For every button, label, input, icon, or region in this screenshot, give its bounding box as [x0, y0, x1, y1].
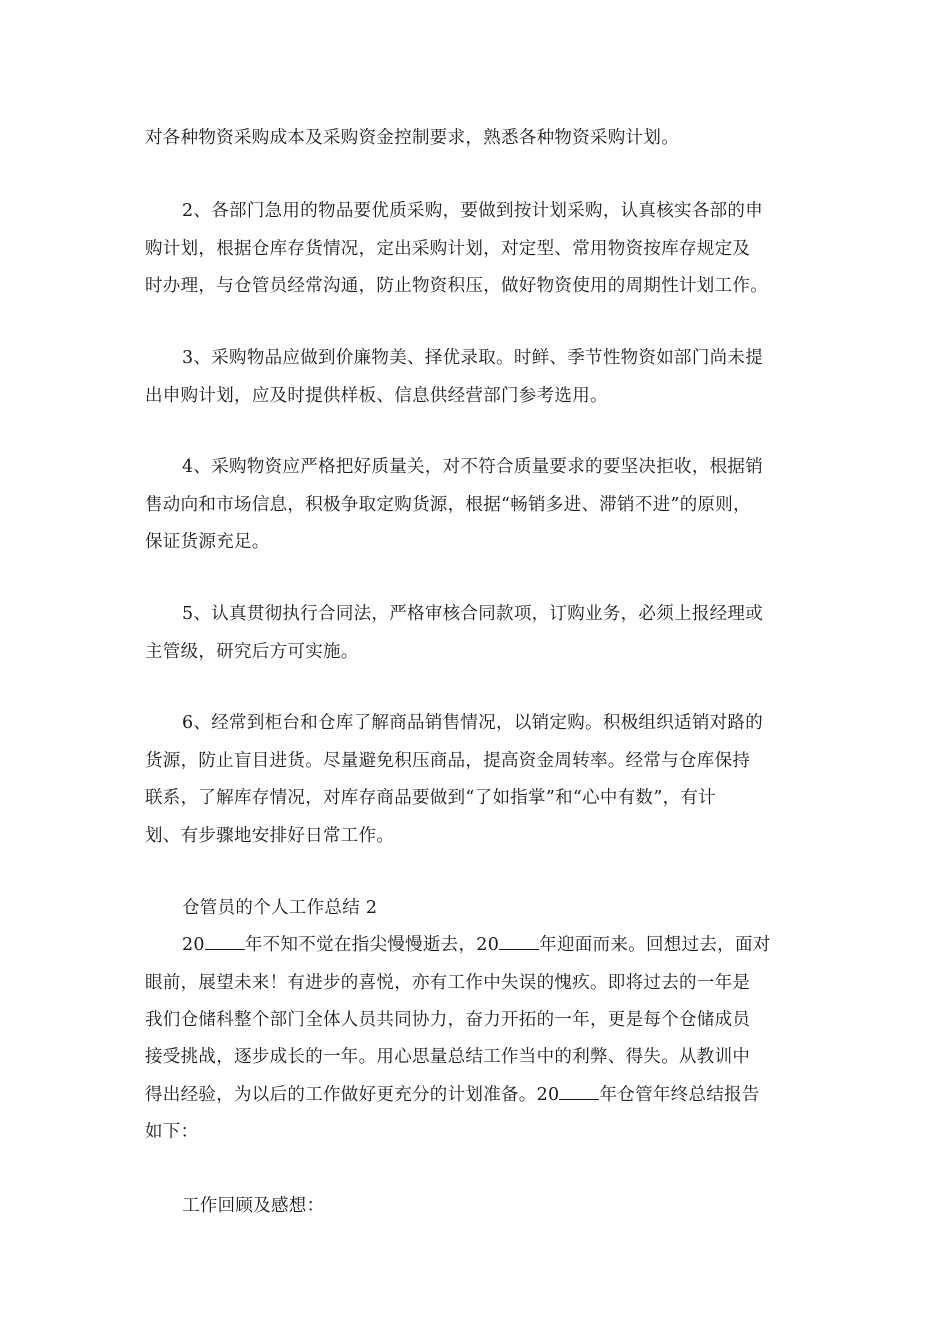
- review-heading: 工作回顾及感想：: [182, 1196, 325, 1216]
- paragraph-line: 6、经常到柜台和仓库了解商品销售情况，以销定购。积极组织适销对路的: [182, 713, 764, 733]
- text-run: 年仓管年终总结报告: [599, 1085, 760, 1105]
- paragraph-line: 主管级，研究后方可实施。: [145, 642, 359, 662]
- section-title: 仓管员的个人工作总结 2: [182, 898, 378, 918]
- paragraph-line: [182, 933, 872, 957]
- paragraph-line: 售动向和市场信息，积极争取定购货源，根据“畅销多进、滞销不进”的原则，: [145, 495, 751, 515]
- paragraph-line: [145, 1083, 835, 1107]
- paragraph-line: 时办理，与仓管员经常沟通，防止物资积压，做好物资使用的周期性计划工作。: [145, 276, 768, 296]
- paragraph-line: 保证货源充足。: [145, 532, 270, 552]
- paragraph-line: 5、认真贯彻执行合同法，严格审核合同款项，订购业务，必须上报经理或: [182, 604, 764, 624]
- paragraph-line: 接受挑战，逐步成长的一年。用心思量总结工作当中的利弊、得失。从教训中: [145, 1047, 751, 1067]
- text-run: 年迎面而来。回想过去，面对: [539, 935, 771, 955]
- paragraph-line: 划、有步骤地安排好日常工作。: [145, 826, 395, 846]
- text-run: 得出经验，为以后的工作做好更充分的计划准备。20: [145, 1085, 560, 1105]
- blank-underline: [499, 933, 539, 950]
- paragraph-line: 购计划，根据仓库存货情况，定出采购计划，对定型、常用物资按库存规定及: [145, 239, 751, 259]
- text-run: 20: [182, 935, 205, 955]
- blank-underline: [205, 933, 245, 950]
- paragraph-line: 3、采购物品应做到价廉物美、择优录取。时鲜、季节性物资如部门尚未提: [182, 348, 764, 368]
- paragraph-line: 4、采购物资应严格把好质量关，对不符合质量要求的要坚决拒收，根据销: [182, 457, 764, 477]
- paragraph-line: 2、各部门急用的物品要优质采购，要做到按计划采购，认真核实各部的申: [182, 201, 764, 221]
- blank-underline: [559, 1083, 599, 1100]
- paragraph-line: 眼前，展望未来！有进步的喜悦，亦有工作中失误的愧疚。即将过去的一年是: [145, 973, 751, 993]
- paragraph-line: 出申购计划，应及时提供样板、信息供经营部门参考选用。: [145, 386, 608, 406]
- text-run: 年不知不觉在指尖慢慢逝去，20: [244, 935, 500, 955]
- paragraph-line: 我们仓储科整个部门全体人员共同协力，奋力开拓的一年，更是每个仓储成员: [145, 1010, 751, 1030]
- paragraph-line: 联系，了解库存情况，对库存商品要做到“了如指掌”和“心中有数”，有计: [145, 788, 716, 808]
- paragraph-line: 对各种物资采购成本及采购资金控制要求，熟悉各种物资采购计划。: [145, 128, 679, 148]
- paragraph-line: 货源，防止盲目进货。尽量避免积压商品，提高资金周转率。经常与仓库保持: [145, 751, 751, 771]
- paragraph-line: 如下：: [145, 1122, 199, 1142]
